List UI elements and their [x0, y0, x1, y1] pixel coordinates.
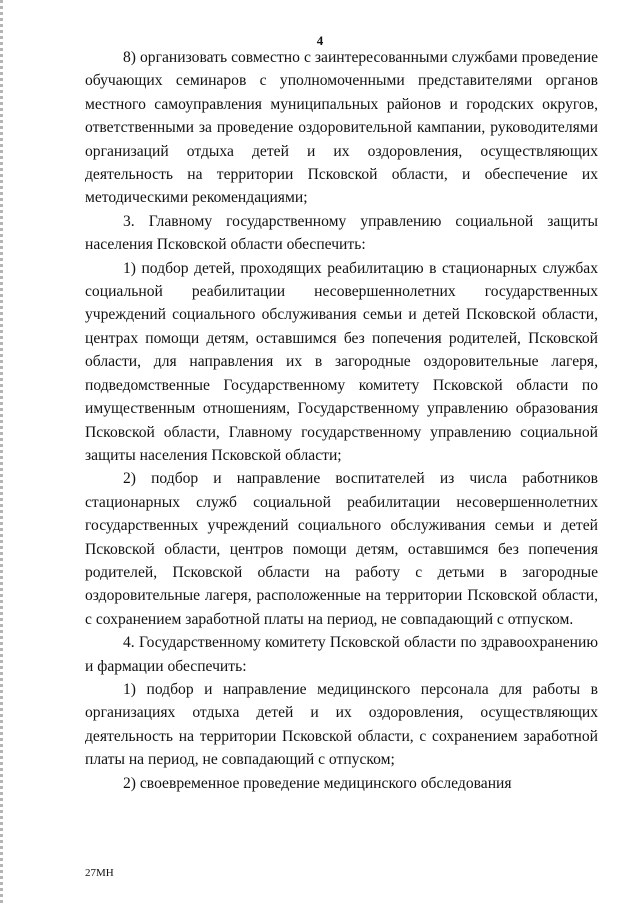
- paragraph: 3. Главному государственному управлению социальной защиты населения Псковской области обеспечить:: [85, 212, 598, 254]
- footer-code: 27МН: [85, 867, 114, 879]
- paragraph: 2) своевременное проведение медицинского обследования: [123, 774, 512, 792]
- page-number: 4: [316, 33, 324, 48]
- paragraph: 4. Государственному комитету Псковской области по здравоохранению и фармации обеспечить:: [85, 634, 598, 675]
- paragraph: 2) подбор и направление воспитателей из числа работников стационарных служб социальной реабилитации несовершеннолетних государственных учреждений социального обслуживания семьи и детей Псковской области, центров помощи детям, оставшимся без попечения родителей, Псковской области на работу с детьми в загородные оздоровительные лагеря, расположенные на территории Псковской области, с сохранением заработной платы на период, не совпадающий с отпуском.: [85, 470, 598, 628]
- paragraph: 8) организовать совместно с заинтересованными службами проведение обучающих семинаров с уполномоченными представителями органов местного самоуправления муниципальных районов и городских округов, ответственными за проведение оздоровительной кампании, руководителями организаций отдыха детей и их оздоровления, осуществляющих деятельность на территории Псковской области, и обеспечение их методическими рекомендациями;: [85, 49, 598, 207]
- document-body: [85, 46, 598, 795]
- scan-edge: [0, 0, 3, 905]
- paragraph: 1) подбор и направление медицинского персонала для работы в организациях отдыха детей и их оздоровления, осуществляющих деятельность на территории Псковской области, с сохранением заработной платы на период, не совпадающий с отпуском;: [85, 680, 598, 769]
- paragraph: 1) подбор детей, проходящих реабилитацию в стационарных службах социальной реабилитации несовершеннолетних государственных учреждений социального обслуживания семьи и детей Псковской области, центрах помощи детям, оставшимся без попечения родителей, Псковской области, для направления их в загородные оздоровительные лагеря, подведомственные Государственному комитету Псковской области по имущественным отношениям, Государственному управлению образования Псковской области, Главному государственному управлению социальной защиты населения Псковской области;: [85, 259, 598, 464]
